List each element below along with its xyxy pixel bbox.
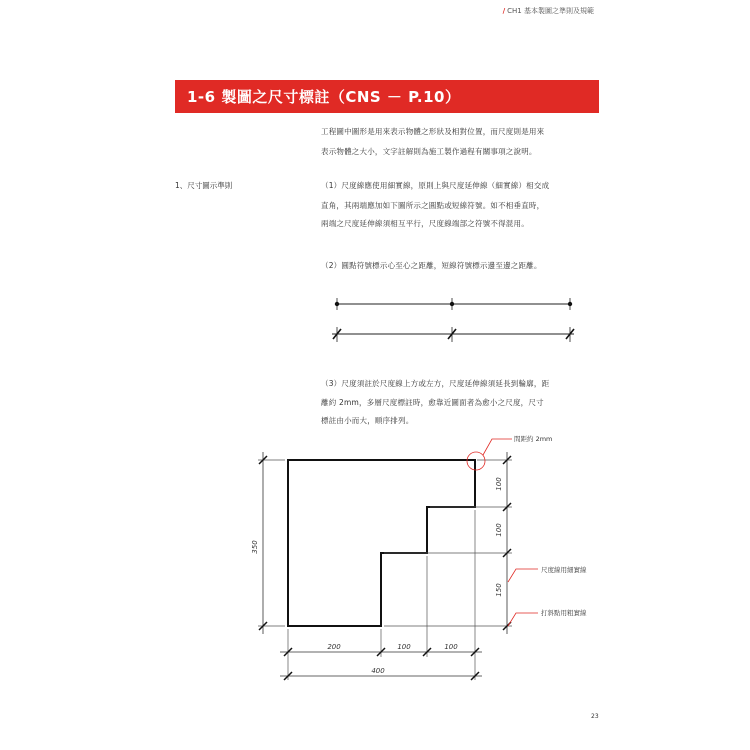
extension-lines — [258, 460, 512, 680]
callout-gap-label: 間距約 2mm — [514, 435, 553, 443]
dim-right-mid: 100 — [495, 523, 503, 537]
dim-bottom-total: 400 — [371, 667, 385, 675]
section-title: 1-6 製圖之尺寸標註（CNS － P.10） — [187, 88, 461, 106]
rule2-text: （2）圓點符號標示心至心之距離，短線符號標示邊至邊之距離。 — [321, 261, 542, 270]
rule3-line-2: 離約 2mm，多層尺度標註時，愈靠近圖面者為愈小之尺度，尺寸 — [321, 398, 544, 407]
dimension-ticks — [259, 456, 511, 680]
page-number: 23 — [591, 713, 599, 720]
callout-tick-label: 打斜點用粗實線 — [541, 609, 587, 617]
rule1-line-2: 直角，其兩端應加如下圖所示之圓點或短線符號。如不相垂直時， — [321, 201, 545, 210]
subsection-label: 1、尺寸圖示準則 — [175, 181, 233, 190]
intro-line-1: 工程圖中圖形是用來表示物體之形狀及相對位置，而尺度則是用來 — [321, 127, 545, 136]
dim-bottom-3: 100 — [444, 643, 458, 651]
header-slash-mark: / — [502, 7, 506, 15]
chapter-title: CH1 基本製圖之準則及規範 — [507, 7, 594, 15]
rule3-line-3: 標註由小而大，順序排列。 — [321, 416, 414, 425]
intro-line-2: 表示物體之大小，文字註解則為施工製作過程有關事項之說明。 — [321, 147, 537, 156]
dim-bottom-1: 200 — [327, 643, 341, 651]
stepped-outline — [288, 460, 475, 626]
dim-right-top: 100 — [495, 477, 503, 491]
rule1-line-3: 兩端之尺度延伸線須相互平行，尺度線端部之符號不得混用。 — [321, 219, 529, 228]
rule1-line-1: （1）尺度線應使用細實線，原則上與尺度延伸線（細實線）相交成 — [321, 181, 550, 190]
dim-bottom-2: 100 — [397, 643, 411, 651]
dim-right-bottom: 150 — [495, 583, 503, 597]
dimension-lines — [263, 452, 507, 676]
rule3-line-1: （3）尺度須註於尺度線上方或左方，尺度延伸線須延長到輪廓，距 — [321, 379, 550, 388]
dim-left-height: 350 — [251, 540, 259, 554]
callout-dimension-line-label: 尺度線用細實線 — [541, 566, 587, 574]
